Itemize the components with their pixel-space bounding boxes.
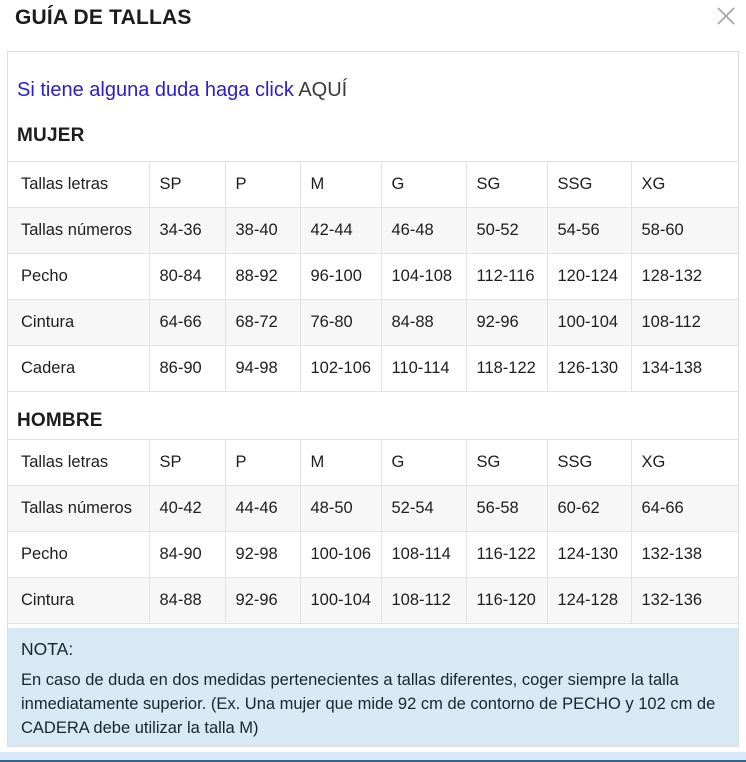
size-cell: 92-96	[466, 300, 547, 346]
table-row	[8, 162, 738, 208]
help-link-text[interactable]: Si tiene alguna duda haga click	[17, 79, 299, 101]
table-row	[8, 208, 738, 254]
size-cell: 92-98	[225, 532, 300, 578]
size-cell: 38-40	[225, 208, 300, 254]
row-label: Pecho	[8, 532, 149, 578]
size-cell: 86-90	[149, 346, 225, 392]
size-cell: 100-106	[300, 532, 381, 578]
size-cell: 100-104	[300, 578, 381, 624]
size-cell: 60-62	[547, 486, 631, 532]
size-cell: 56-58	[466, 486, 547, 532]
size-cell: SP	[149, 162, 225, 208]
size-cell: 92-96	[225, 578, 300, 624]
size-cell: 80-84	[149, 254, 225, 300]
note-text: En caso de duda en dos medidas pertenecientes a tallas diferentes, coger siempre la talla inmediatamente superior. (Ex. Una mujer que mide 92 cm de contorno de PECHO y 102 cm de CADERA debe utilizar la talla M)	[21, 671, 716, 737]
help-link-line[interactable]	[8, 77, 738, 103]
size-cell: 94-98	[225, 346, 300, 392]
size-cell: SSG	[547, 440, 631, 486]
size-cell: 118-122	[466, 346, 547, 392]
size-cell: 50-52	[466, 208, 547, 254]
size-cell: SG	[466, 162, 547, 208]
size-cell: 42-44	[300, 208, 381, 254]
table-row	[8, 486, 738, 532]
row-label: Cintura	[8, 578, 149, 624]
size-cell: 76-80	[300, 300, 381, 346]
close-button[interactable]	[712, 2, 740, 30]
size-cell: 96-100	[300, 254, 381, 300]
help-link-aqui[interactable]: AQUÍ	[298, 79, 348, 101]
size-cell: 132-138	[631, 532, 738, 578]
section-heading-hombre: HOMBRE	[17, 410, 103, 431]
section-heading-mujer: MUJER	[17, 125, 85, 146]
table-row	[8, 300, 738, 346]
size-cell: 120-124	[547, 254, 631, 300]
row-label: Pecho	[8, 254, 149, 300]
table-row	[8, 346, 738, 392]
size-guide-panel	[7, 51, 739, 747]
size-cell: 40-42	[149, 486, 225, 532]
size-cell: XG	[631, 162, 738, 208]
note-label: NOTA:	[21, 639, 74, 659]
row-label: Cadera	[8, 346, 149, 392]
size-cell: 108-112	[631, 300, 738, 346]
bottom-strip	[0, 752, 746, 762]
size-cell: 108-114	[381, 532, 466, 578]
size-cell: 84-88	[149, 578, 225, 624]
size-cell: 110-114	[381, 346, 466, 392]
size-cell: M	[300, 440, 381, 486]
page-title: GUÍA DE TALLAS	[15, 6, 192, 29]
size-cell: 46-48	[381, 208, 466, 254]
row-label: Cintura	[8, 300, 149, 346]
row-label: Tallas números	[8, 486, 149, 532]
size-cell: 126-130	[547, 346, 631, 392]
size-cell: 68-72	[225, 300, 300, 346]
table-row	[8, 254, 738, 300]
row-label: Tallas números	[8, 208, 149, 254]
size-cell: 44-46	[225, 486, 300, 532]
size-cell: G	[381, 440, 466, 486]
table-row	[8, 532, 738, 578]
size-cell: 132-136	[631, 578, 738, 624]
size-cell: 116-122	[466, 532, 547, 578]
size-cell: G	[381, 162, 466, 208]
size-cell: 104-108	[381, 254, 466, 300]
mujer-size-table	[8, 161, 738, 392]
size-cell: 48-50	[300, 486, 381, 532]
size-cell: 88-92	[225, 254, 300, 300]
size-cell: SSG	[547, 162, 631, 208]
size-cell: 84-88	[381, 300, 466, 346]
size-cell: 64-66	[149, 300, 225, 346]
close-icon	[715, 5, 737, 27]
size-cell: 54-56	[547, 208, 631, 254]
size-cell: 52-54	[381, 486, 466, 532]
row-label: Tallas letras	[8, 162, 149, 208]
size-cell: 58-60	[631, 208, 738, 254]
size-cell: 100-104	[547, 300, 631, 346]
size-cell: 102-106	[300, 346, 381, 392]
size-cell: XG	[631, 440, 738, 486]
size-cell: 112-116	[466, 254, 547, 300]
size-cell: M	[300, 162, 381, 208]
note-box	[8, 628, 738, 746]
size-cell: 84-90	[149, 532, 225, 578]
table-row	[8, 578, 738, 624]
row-label: Tallas letras	[8, 440, 149, 486]
size-cell: SP	[149, 440, 225, 486]
size-cell: P	[225, 162, 300, 208]
modal-header	[0, 0, 746, 51]
size-cell: 124-130	[547, 532, 631, 578]
hombre-size-table	[8, 439, 738, 624]
table-row	[8, 440, 738, 486]
size-cell: 128-132	[631, 254, 738, 300]
size-cell: 64-66	[631, 486, 738, 532]
size-cell: 134-138	[631, 346, 738, 392]
size-cell: 108-112	[381, 578, 466, 624]
size-cell: 116-120	[466, 578, 547, 624]
size-cell: SG	[466, 440, 547, 486]
size-cell: 34-36	[149, 208, 225, 254]
size-cell: 124-128	[547, 578, 631, 624]
size-cell: P	[225, 440, 300, 486]
